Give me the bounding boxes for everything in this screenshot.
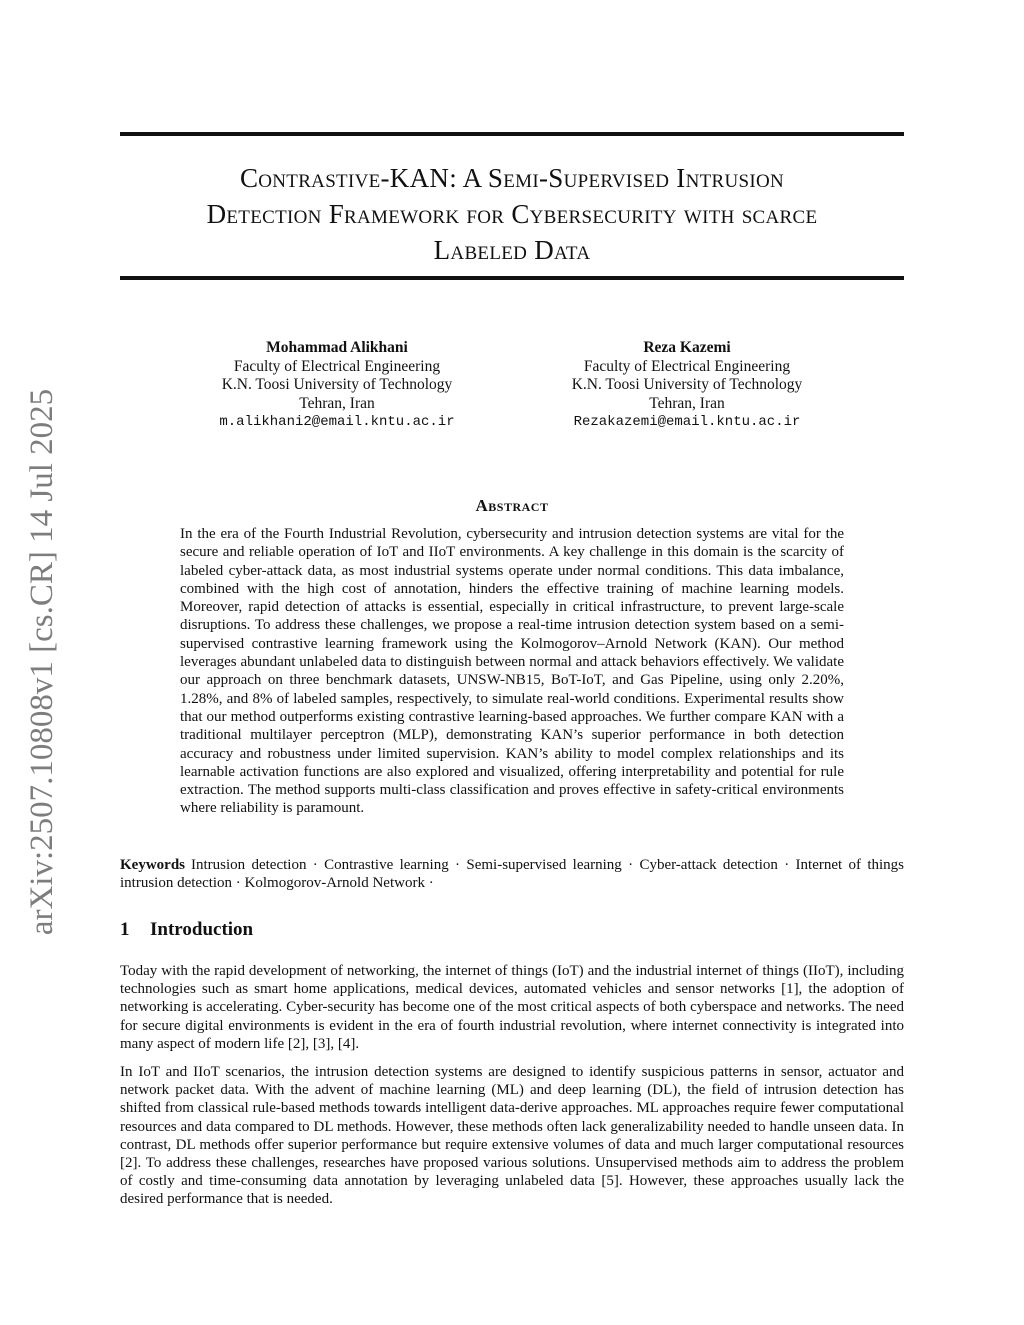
author-university: K.N. Toosi University of Technology xyxy=(221,376,453,393)
keywords-section xyxy=(120,856,904,893)
body-paragraph: In IoT and IIoT scenarios, the intrusion detection systems are designed to identify suspicious patterns in sensor, actuator and network packet data. With the advent of machine learning (ML) and deep learning (DL), the field of intrusion detection has shifted from classical rule-based methods towards intelligent data-derive approaches. ML approaches require fewer computational resources and data compared to DL methods. However, these methods often lack generalizability needed to handle unseen data. In contrast, DL methods offer superior performance but require extensive volumes of data and much larger computational resources [2]. To address these challenges, researches have proposed various solutions. Unsupervised methods aim to address the problem of costly and time-consuming data annotation by leveraging unlabeled data [5]. However, these approaches usually lack the desired performance that is needed. xyxy=(120,1064,904,1208)
author-name: Mohammad Alikhani xyxy=(266,339,408,356)
title-top-rule xyxy=(120,132,904,136)
abstract-text: In the era of the Fourth Industrial Revolution, cybersecurity and intrusion detection systems are vital for the secure and reliable operation of IoT and IIoT environments. A key challenge in this domain is the scarcity of labeled cyber-attack data, as most industrial systems operate under normal conditions. This data imbalance, combined with the high cost of annotation, hinders the effective training of machine learning models. Moreover, rapid detection of attacks is essential, especially in critical infrastructure, to prevent large-scale disruptions. To address these challenges, we propose a real-time intrusion detection system based on a semi-supervised contrastive learning framework using the Kolmogorov–Arnold Network (KAN). Our method leverages abundant unlabeled data to distinguish between normal and attack behaviors effectively. We validate our approach on three benchmark datasets, UNSW-NB15, BoT-IoT, and Gas Pipeline, using only 2.20%, 1.28%, and 8% of labeled samples, respectively, to simulate real-world conditions. Experimental results show that our method outperforms existing contrastive learning-based approaches. We further compare KAN with a traditional multilayer perceptron (MLP), demonstrating KAN’s superior performance in both detection accuracy and robustness under limited supervision. KAN’s ability to model complex relationships and its learnable activation functions are also explored and visualized, offering interpretability and potential for rule extraction. The method supports multi-class classification and proves effective in safety-critical environments where reliability is paramount. xyxy=(180,526,844,817)
arxiv-side-stamp: arXiv:2507.10808v1 [cs.CR] 14 Jul 2025 xyxy=(24,388,60,936)
author-department: Faculty of Electrical Engineering xyxy=(583,357,791,375)
section-number: 1 xyxy=(120,919,130,940)
author-email[interactable]: Rezakazemi@email.kntu.ac.ir xyxy=(573,414,801,430)
paper-title xyxy=(120,160,904,268)
title-line-2: Detection Framework for Cybersecurity with scarce xyxy=(206,199,818,229)
author-block xyxy=(527,339,847,432)
keywords-text: Intrusion detection · Contrastive learning · Semi-supervised learning · Cyber-attack detection · Internet of things intrusion detection · Kolmogorov-Arnold Network · xyxy=(120,857,904,892)
title-line-3: Labeled Data xyxy=(433,235,591,265)
title-line-1: Contrastive-KAN: A Semi-Supervised Intrusion xyxy=(239,163,785,193)
author-university: K.N. Toosi University of Technology xyxy=(571,376,803,393)
author-department: Faculty of Electrical Engineering xyxy=(233,357,441,375)
author-location: Tehran, Iran xyxy=(299,394,375,412)
title-bottom-rule xyxy=(120,276,904,280)
author-block xyxy=(177,339,497,432)
author-location: Tehran, Iran xyxy=(649,394,725,412)
keywords-label: Keywords xyxy=(120,857,185,873)
author-email[interactable]: m.alikhani2@email.kntu.ac.ir xyxy=(219,414,455,430)
section-title: Introduction xyxy=(150,919,254,940)
author-name: Reza Kazemi xyxy=(643,339,731,356)
section-heading xyxy=(120,919,720,941)
body-paragraph: Today with the rapid development of networking, the internet of things (IoT) and the industrial internet of things (IIoT), including technologies such as smart home applications, medical devices, automated vehicles and sensor networks [1], the adoption of networking is accelerating. Cyber-security has become one of the most critical aspects of both cyberspace and networks. The need for secure digital environments is evident in the era of fourth industrial revolution, where internet connectivity is integrated into many aspect of modern life [2], [3], [4]. xyxy=(120,963,904,1052)
abstract-heading: Abstract xyxy=(475,496,549,515)
